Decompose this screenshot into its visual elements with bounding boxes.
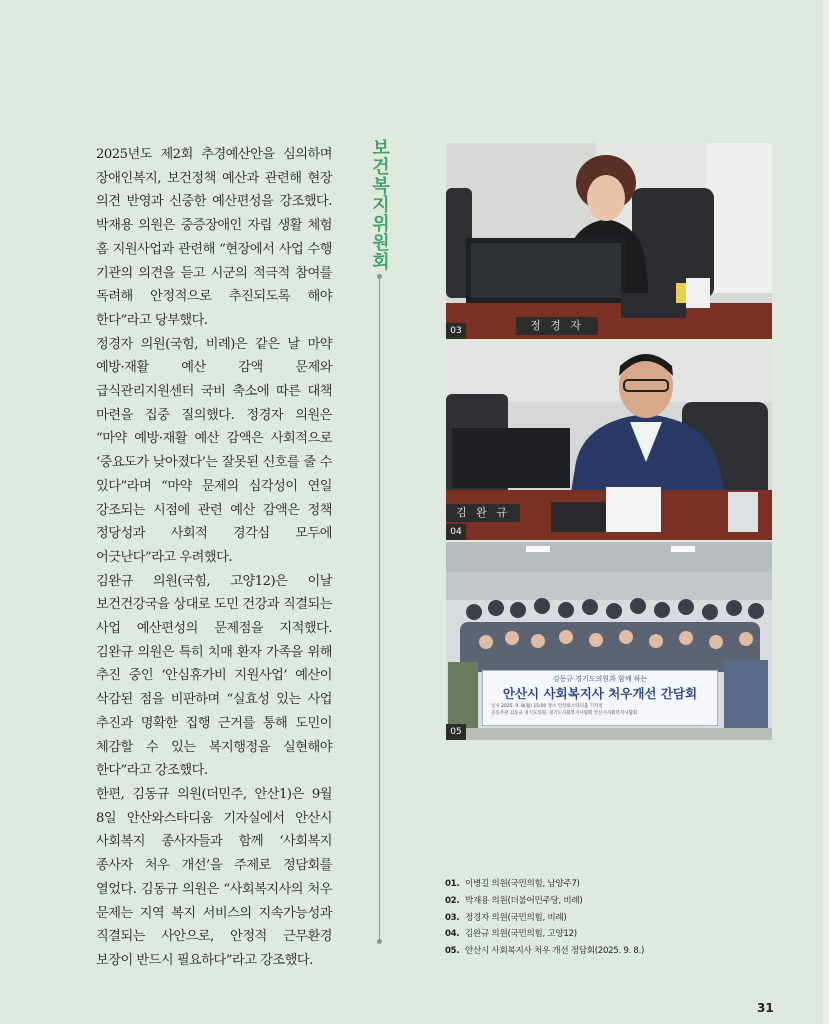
banner-info-line-1: 일시 2025. 9. 8(월) 15:00 장소 안산와스타디움 기자실 [491, 704, 603, 709]
paragraph-3: 김완규 의원(국힘, 고양12)은 이날 보건건강국을 상대로 도민 건강과 직결되는 사업 예산편성의 문제점을 지적했다. 김완규 의원은 특히 치매 환자 가족을 위해 추진 중인 ‘안심휴가비 지원사업’ 예산이 삭감된 점을 비판하며 “실효성 있는 사업 추진과 명확한 집행 근거를 통해 도민이 체감할 수 있는 복지행정을 실현해야 한다”라고 강조했다. [96, 573, 332, 779]
caption-text: 김완규 의원(국민의힘, 고양12) [465, 929, 577, 940]
paragraph-4: 한편, 김동규 의원(더민주, 안산1)은 9월 8일 안산와스타디움 기자실에서 안산시 사회복지 종사자들과 함께 ‘사회복지 종사자 처우 개선’을 주제로 정담회를 열었다. 김동규 의원은 “사회복지사의 처우 문제는 지역 복지 서비스의 지속가능성과 직결되는 사안으로, 안정적 근무환경 보장이 반드시 필요하다”라고 강조했다. [96, 786, 332, 968]
caption-number: 03. [445, 912, 460, 923]
photo-number-04: 04 [446, 524, 466, 540]
caption-row [445, 943, 775, 960]
caption-row [445, 926, 775, 943]
photo-03 [446, 143, 772, 339]
page-number: 31 [757, 1001, 774, 1015]
caption-number: 05. [445, 946, 460, 957]
caption-number: 01. [445, 879, 460, 889]
photo-captions [445, 876, 775, 960]
event-banner [482, 670, 718, 726]
photo-05 [446, 542, 772, 740]
caption-text: 안산시 사회복지사 처우 개선 정담회(2025. 9. 8.) [465, 946, 645, 957]
banner-title: 안산시 사회복지사 처우개선 간담회 [502, 686, 698, 701]
photo-03-scene [446, 143, 772, 339]
caption-text: 이병길 의원(국민의힘, 남양주7) [465, 879, 580, 889]
photo-04 [446, 342, 772, 540]
banner-info-line-2: 공동주관 김동규 경기도의원, 경기도사회복지사협회 안산시사회복지사협회 [491, 711, 638, 716]
paragraph-1: 2025년도 제2회 추경예산안을 심의하며 장애인복지, 보건정책 예산과 관련해 현장 의견 반영과 신중한 예산편성을 강조했다. 박재용 의원은 중증장애인 자립 생활 체험 홈 지원사업과 관련해 “현장에서 사업 수행 기관의 의견을 듣고 시군의 적극적 참여를 독려해 안정적으로 추진되도록 해야 한다”라고 당부했다. [96, 147, 332, 328]
caption-row [445, 876, 775, 893]
caption-text: 박재용 의원(더불어민주당, 비례) [465, 895, 583, 906]
photo-number-03: 03 [446, 323, 466, 339]
nameplate-04: 김 완 규 [446, 504, 520, 522]
caption-text: 정경자 의원(국민의힘, 비례) [465, 912, 567, 923]
caption-row [445, 893, 775, 910]
caption-row [445, 910, 775, 927]
banner-subtitle: 김동규 경기도의원과 함께 하는 [552, 675, 648, 683]
caption-number: 04. [445, 929, 460, 940]
divider-dot-bottom [377, 939, 382, 944]
caption-number: 02. [445, 895, 460, 906]
photo-number-05: 05 [446, 724, 466, 740]
page-edge-strip [823, 0, 829, 1024]
divider-dot-top [377, 274, 382, 279]
banner-info [491, 703, 637, 717]
nameplate-03: 정 경 자 [516, 317, 598, 335]
section-divider-line [379, 276, 380, 942]
section-title: 보건복지위원회 [369, 138, 390, 271]
article-body [96, 143, 332, 973]
paragraph-2: 정경자 의원(국힘, 비례)은 같은 날 마약 예방·재활 예산 감액 문제와 급식관리지원센터 국비 축소에 따른 대책 마련을 집중 질의했다. 정경자 의원은 “마약 예방·재활 예산 감액은 사회적으로 ‘중요도가 낮아졌다’는 잘못된 신호를 줄 수 있다”라며 “마약 문제의 심각성이 연일 강조되는 시점에 관련 예산 감액은 정책 정당성과 사회적 경각심 모두에 어긋난다”라고 우려했다. [96, 336, 332, 565]
